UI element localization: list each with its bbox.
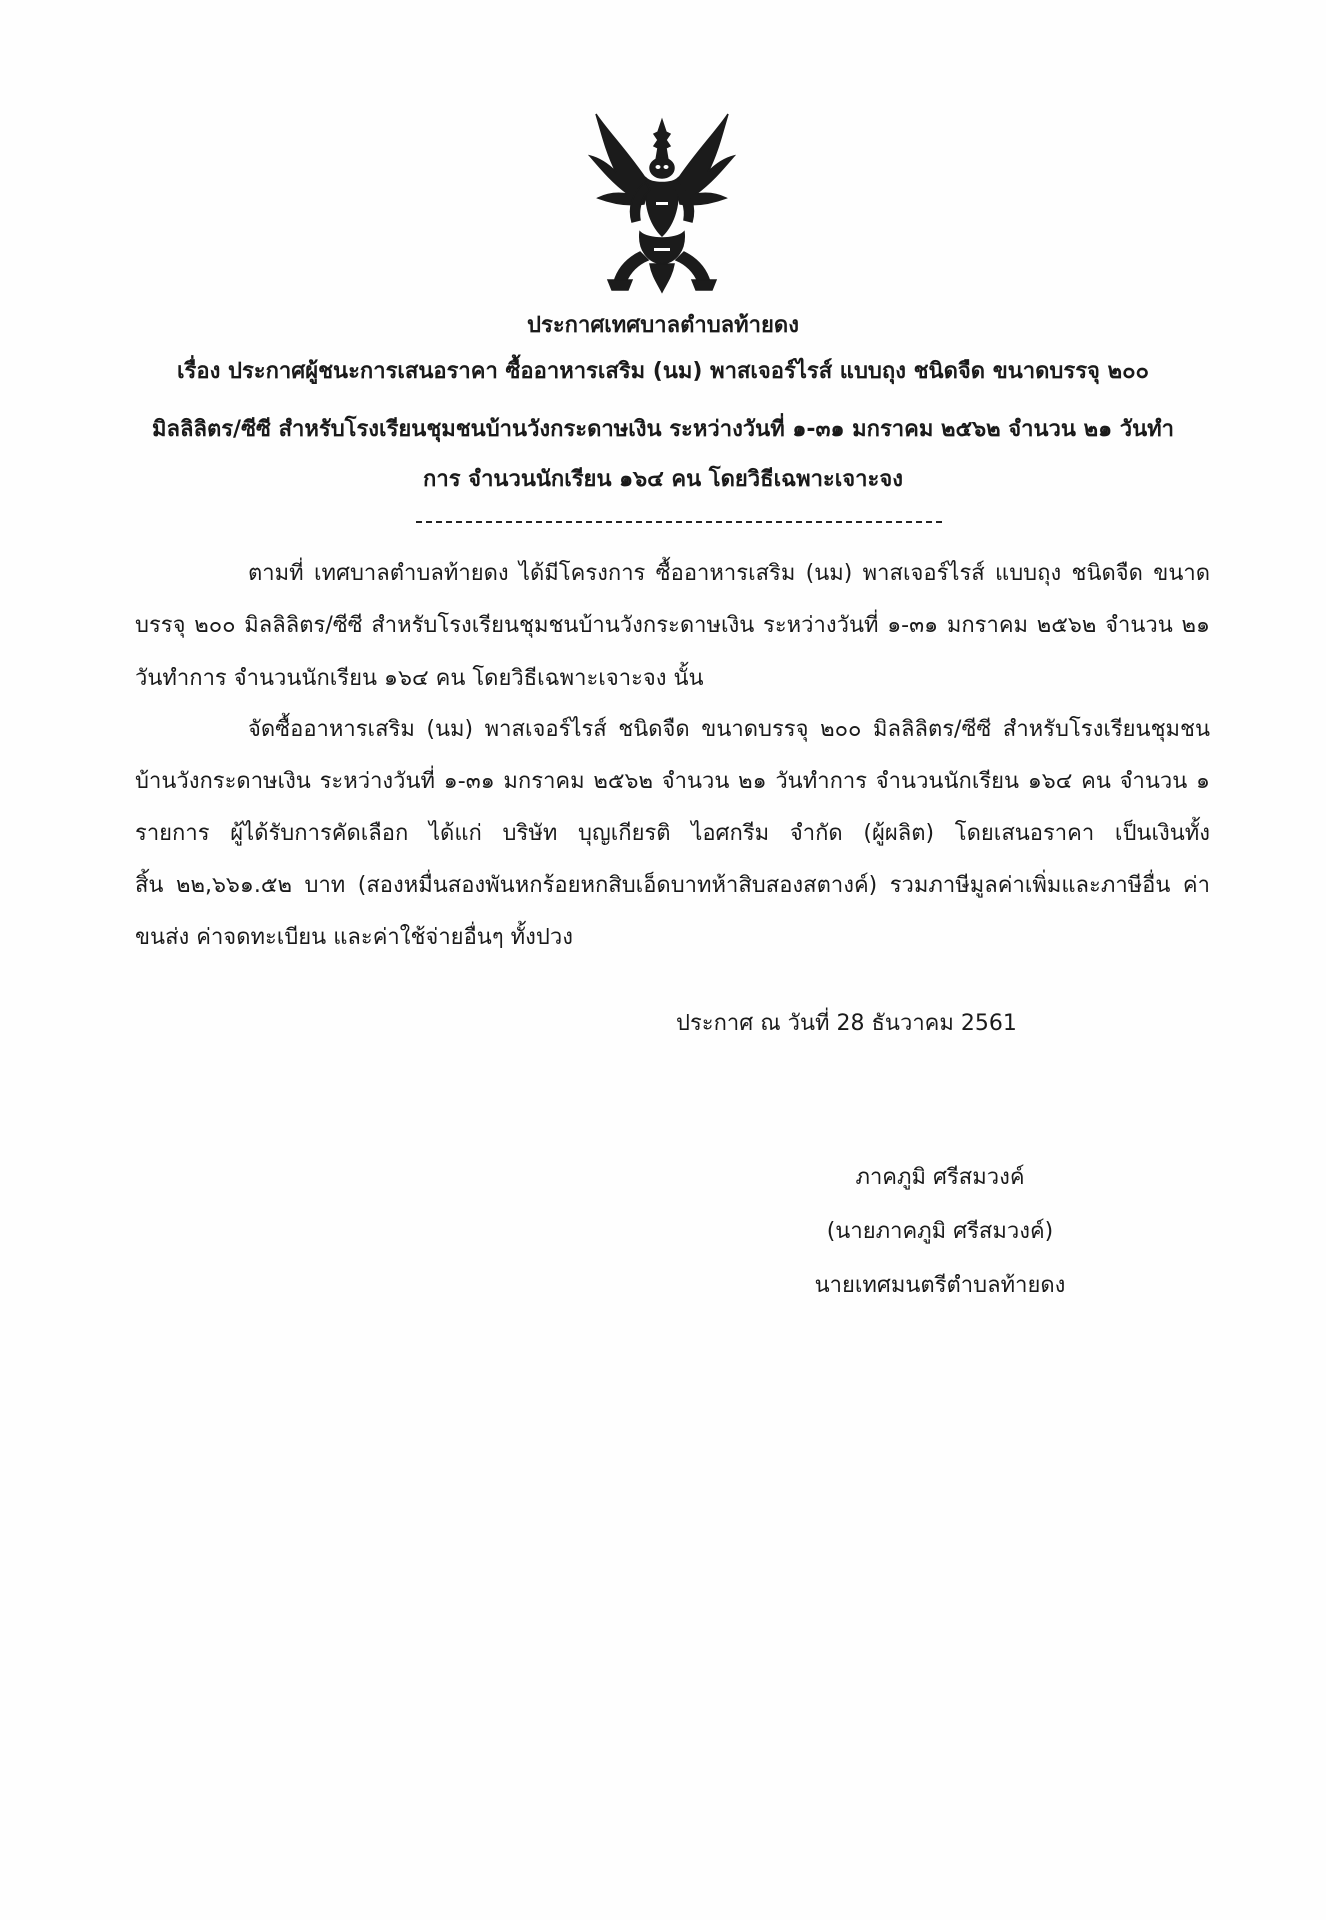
subject-line-2: มิลลิลิตร/ซีซี สำหรับโรงเรียนชุมชนบ้านวังกระดาษเงิน ระหว่างวันที่ ๑-๓๑ มกราคม ๒๕๖๒ จำนวน ๒๑ วันทำ: [152, 417, 1174, 442]
issuer-title: ประกาศเทศบาลตำบลท้ายดง: [527, 313, 799, 338]
separator-line: [416, 521, 942, 523]
paragraph-2-line-2: บ้านวังกระดาษเงิน ระหว่างวันที่ ๑-๓๑ มกราคม ๒๕๖๒ จำนวน ๒๑ วันทำการ จำนวนนักเรียน ๑๖๔ คน จำนวน ๑: [135, 769, 1210, 794]
subject-line-3: การ จำนวนนักเรียน ๑๖๔ คน โดยวิธีเฉพาะเจาะจง: [423, 467, 903, 492]
paragraph-1-line-2: บรรจุ ๒๐๐ มิลลิลิตร/ซีซี สำหรับโรงเรียนชุมชนบ้านวังกระดาษเงิน ระหว่างวันที่ ๑-๓๑ มกราคม ๒๕๖๒ จำนวน ๒๑: [135, 613, 1210, 638]
signer-position: นายเทศมนตรีตำบลท้ายดง: [814, 1273, 1066, 1298]
garuda-emblem-icon: [588, 112, 736, 294]
signer-full-name: (นายภาคภูมิ ศรีสมวงค์): [826, 1219, 1054, 1244]
paragraph-1-line-1: ตามที่ เทศบาลตำบลท้ายดง ได้มีโครงการ ซื้ออาหารเสริม (นม) พาสเจอร์ไรส์ แบบถุง ชนิดจืด ขนาด: [248, 561, 1210, 586]
subject-line-1: เรื่อง ประกาศผู้ชนะการเสนอราคา ซื้ออาหารเสริม (นม) พาสเจอร์ไรส์ แบบถุง ชนิดจืด ขนาดบรรจุ ๒๐๐: [177, 359, 1149, 384]
paragraph-1-line-3: วันทำการ จำนวนนักเรียน ๑๖๔ คน โดยวิธีเฉพาะเจาะจง นั้น: [135, 666, 704, 691]
paragraph-2-line-4: สิ้น ๒๒,๖๖๑.๕๒ บาท (สองหมื่นสองพันหกร้อยหกสิบเอ็ดบาทห้าสิบสองสตางค์) รวมภาษีมูลค่าเพิ่มและภาษีอื่น ค่า: [135, 873, 1210, 898]
signature-name: ภาคภูมิ ศรีสมวงค์: [855, 1165, 1025, 1190]
paragraph-2-line-3: รายการ ผู้ได้รับการคัดเลือก ได้แก่ บริษัท บุญเกียรติ ไอศกรีม จำกัด (ผู้ผลิต) โดยเสนอราคา เป็นเงินทั้ง: [135, 821, 1210, 846]
announcement-date: ประกาศ ณ วันที่ 28 ธันวาคม 2561: [676, 1011, 1017, 1036]
paragraph-2-line-5: ขนส่ง ค่าจดทะเบียน และค่าใช้จ่ายอื่นๆ ทั้งปวง: [135, 925, 573, 950]
paragraph-2-line-1: จัดซื้ออาหารเสริม (นม) พาสเจอร์ไรส์ ชนิดจืด ขนาดบรรจุ ๒๐๐ มิลลิลิตร/ซีซี สำหรับโรงเรียนชุมชน: [248, 717, 1210, 742]
